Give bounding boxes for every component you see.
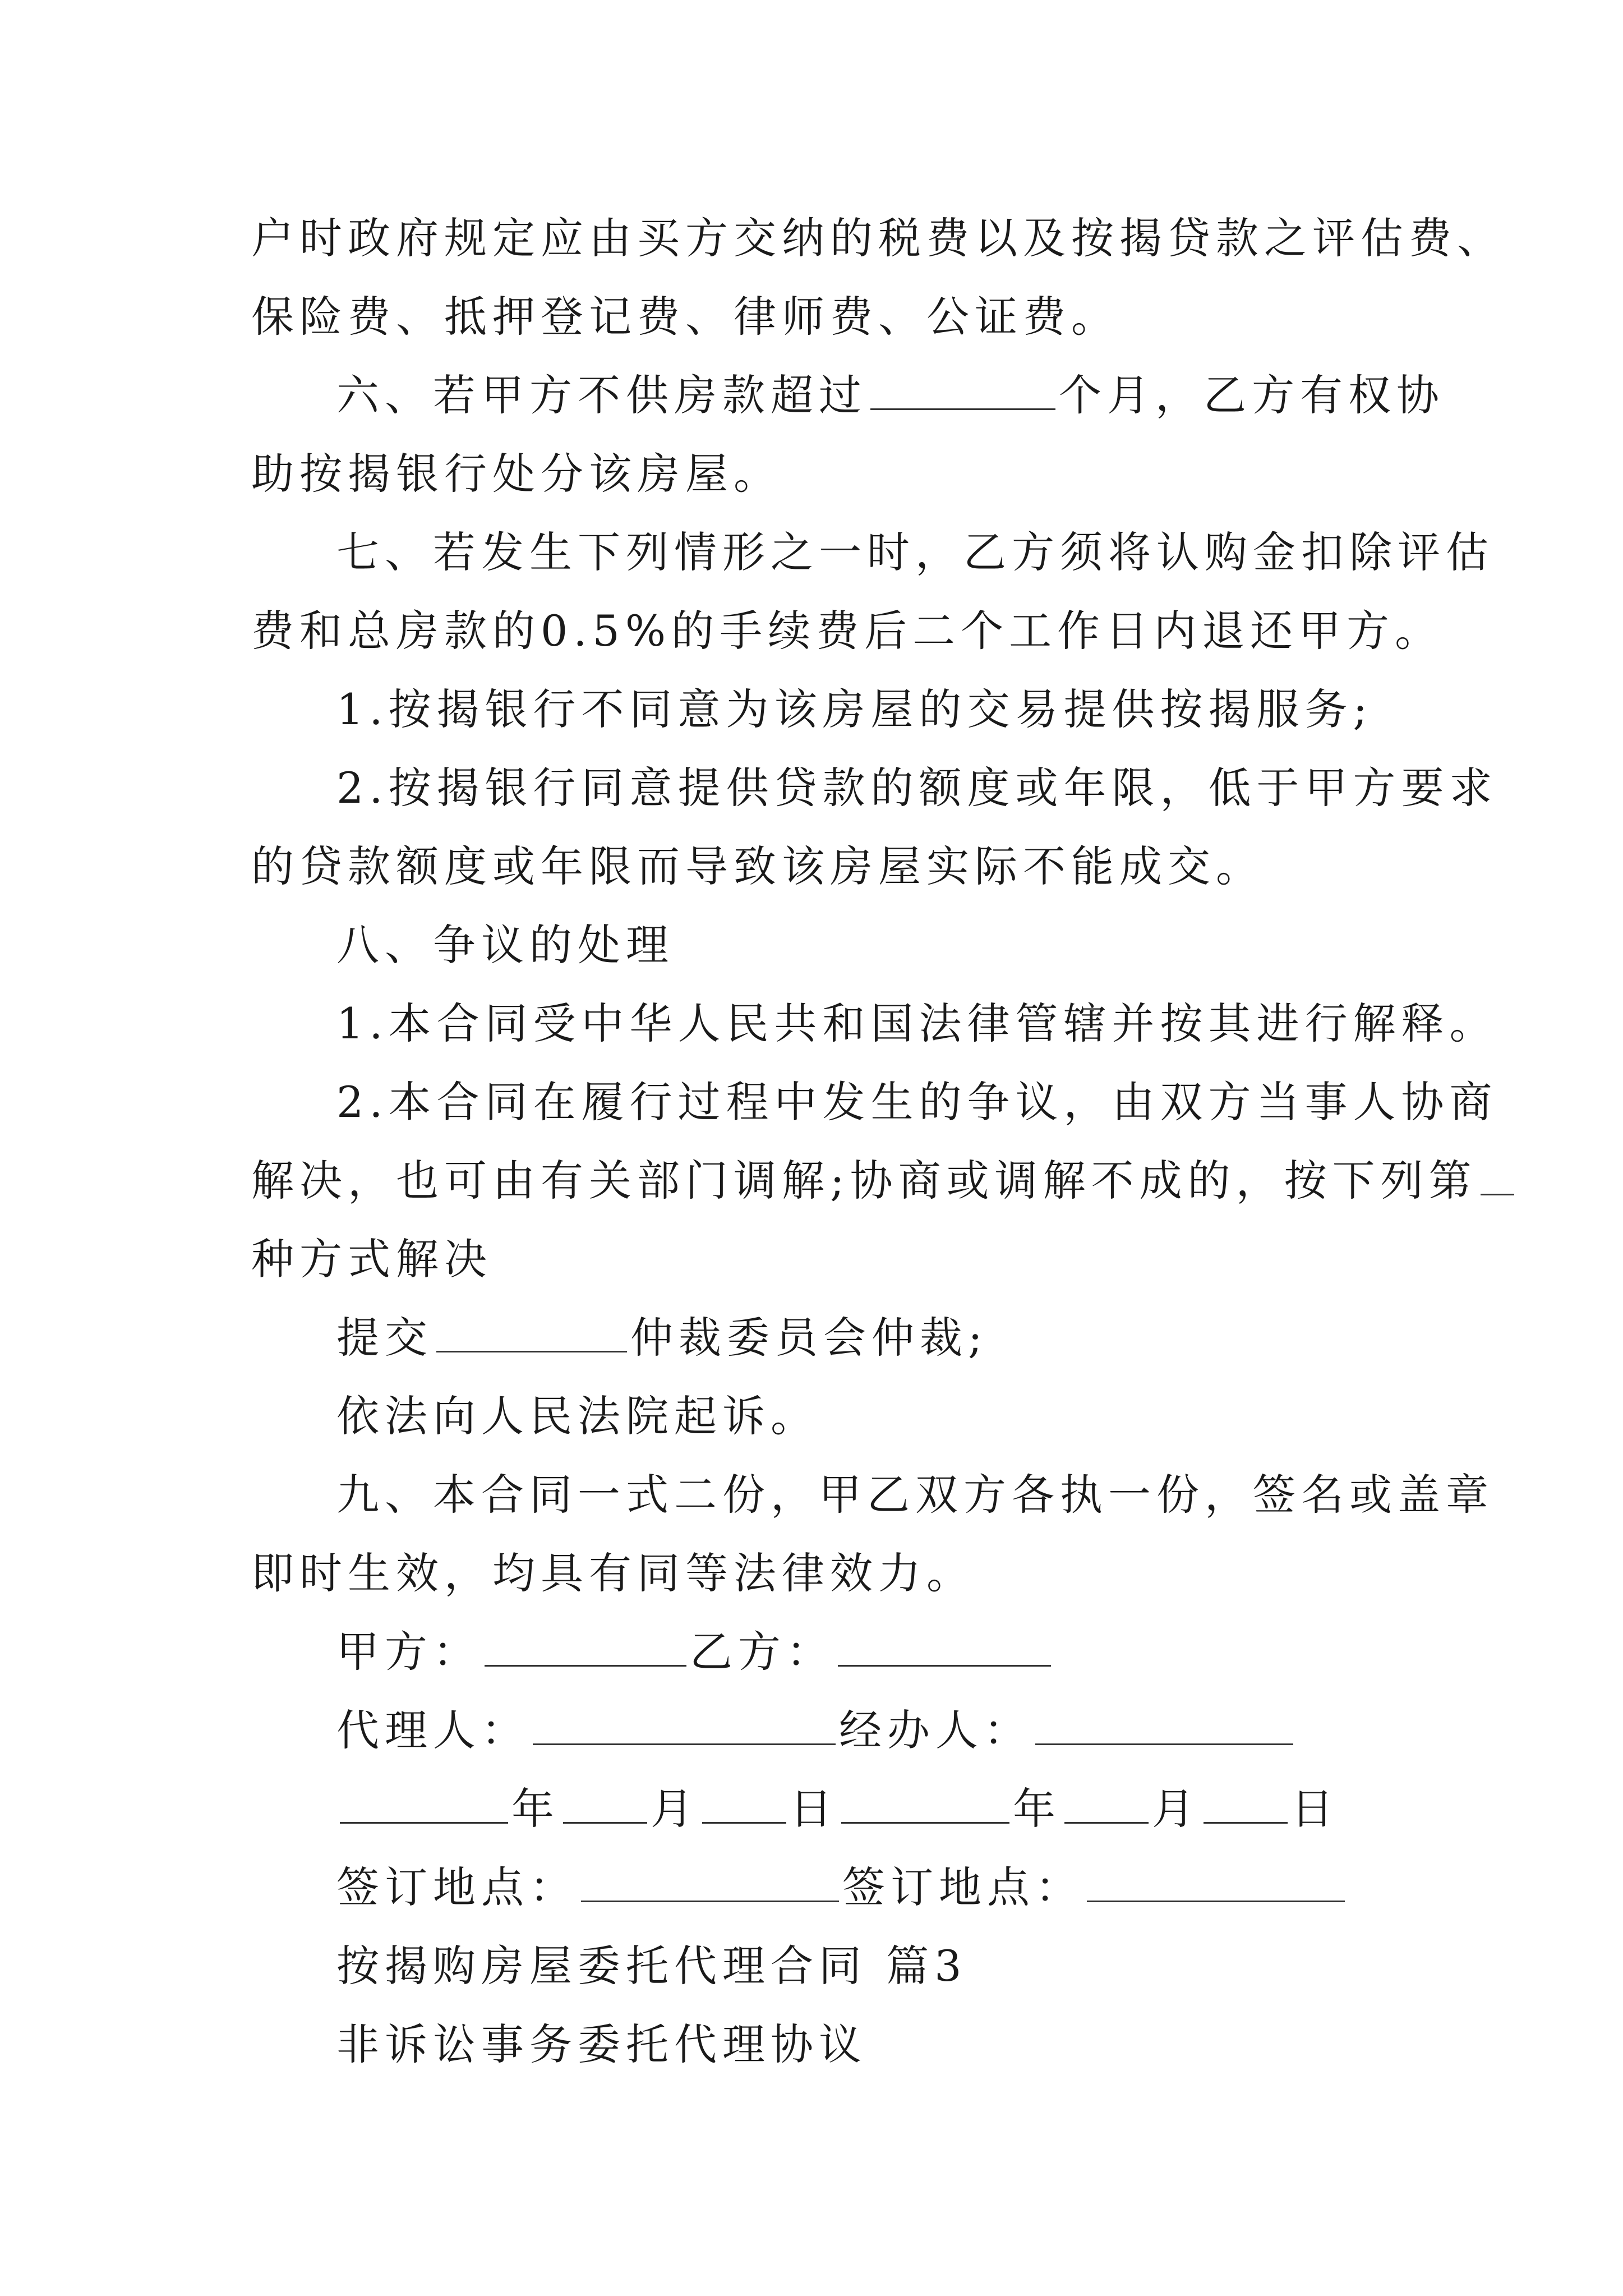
paragraph-line: 即时生效，均具有同等法律效力。	[251, 1548, 975, 1598]
day-label: 日	[790, 1784, 838, 1834]
section-title: 按揭购房屋委托代理合同 篇3	[336, 1941, 967, 1991]
party-line	[336, 1621, 1054, 1683]
day-label-2: 日	[1291, 1784, 1339, 1834]
signing-place-blank-2	[1087, 1861, 1345, 1902]
handler-blank	[1035, 1704, 1293, 1745]
paragraph-line: 1.按揭银行不同意为该房屋的交易提供按揭服务;	[336, 684, 1373, 734]
paragraph-line: 九、本合同一式二份，甲乙双方各执一份，签名或盖章	[336, 1470, 1494, 1520]
months-blank	[870, 369, 1055, 410]
paragraph-line: 保险费、抵押登记费、律师费、公证费。	[251, 292, 1119, 342]
paragraph-line: 助按揭银行处分该房屋。	[251, 449, 782, 499]
agent-blank	[533, 1704, 836, 1745]
year-label: 年	[511, 1784, 560, 1834]
paragraph-line: 七、若发生下列情形之一时，乙方须将认购金扣除评估	[336, 527, 1494, 577]
paragraph-line: 2.按揭银行同意提供贷款的额度或年限，低于甲方要求	[336, 763, 1498, 813]
submit-text: 提交	[336, 1313, 433, 1363]
paragraph-line: 户时政府规定应由买方交纳的税费以及按揭贷款之评估费、	[251, 213, 1505, 263]
paragraph-line: 费和总房款的0.5%的手续费后二个工作日内退还甲方。	[251, 606, 1444, 656]
paragraph-line: 2.本合同在履行过程中发生的争议，由双方当事人协商	[336, 1077, 1498, 1127]
paragraph-text: 解决，也可由有关部门调解;协商或调解不成的，按下列第	[251, 1156, 1477, 1205]
day-blank-2	[1204, 1783, 1288, 1824]
signing-place-blank	[581, 1861, 839, 1902]
day-blank	[702, 1783, 786, 1824]
month-label: 月	[651, 1784, 699, 1834]
arbitration-line	[336, 1307, 988, 1369]
paragraph-line: 种方式解决	[251, 1234, 492, 1284]
arbitration-text: 仲裁委员会仲裁;	[630, 1313, 988, 1363]
paragraph-line: 1.本合同受中华人民共和国法律管辖并按其进行解释。	[336, 999, 1498, 1048]
month-blank	[563, 1783, 647, 1824]
arbitration-blank	[436, 1312, 627, 1352]
date-line	[336, 1778, 1339, 1840]
party-a-label: 甲方：	[336, 1627, 481, 1677]
paragraph-line: 依法向人民法院起诉。	[336, 1391, 819, 1441]
clause-6-text-3: 协	[1396, 370, 1445, 420]
year-label-2: 年	[1013, 1784, 1061, 1834]
party-b-label: 乙方：	[690, 1627, 834, 1677]
clause-6-text: 六、若甲方不供房款超过	[336, 370, 867, 420]
handler-label: 经办人：	[839, 1705, 1032, 1755]
section-title: 非诉讼事务委托代理协议	[336, 2019, 867, 2069]
signing-place-line	[336, 1857, 1348, 1918]
section-heading: 八、争议的处理	[336, 920, 674, 970]
signing-place-label: 签订地点：	[336, 1862, 578, 1912]
paragraph-line: 的贷款额度或年限而导致该房屋实际不能成交。	[251, 841, 1264, 891]
year-blank-2	[841, 1783, 1009, 1824]
paragraph-line	[251, 1150, 1518, 1212]
signing-place-label-2: 签订地点：	[842, 1862, 1083, 1912]
agent-label: 代理人：	[336, 1705, 529, 1755]
year-blank	[340, 1783, 508, 1824]
month-blank-2	[1064, 1783, 1149, 1824]
agent-line	[336, 1700, 1297, 1761]
party-a-blank	[485, 1626, 686, 1667]
clause-6-text-2: 个月，乙方有权	[1059, 370, 1396, 420]
month-label-2: 月	[1152, 1784, 1200, 1834]
party-b-blank	[838, 1626, 1051, 1667]
option-blank	[1481, 1154, 1514, 1195]
clause-6-line	[336, 365, 1445, 426]
